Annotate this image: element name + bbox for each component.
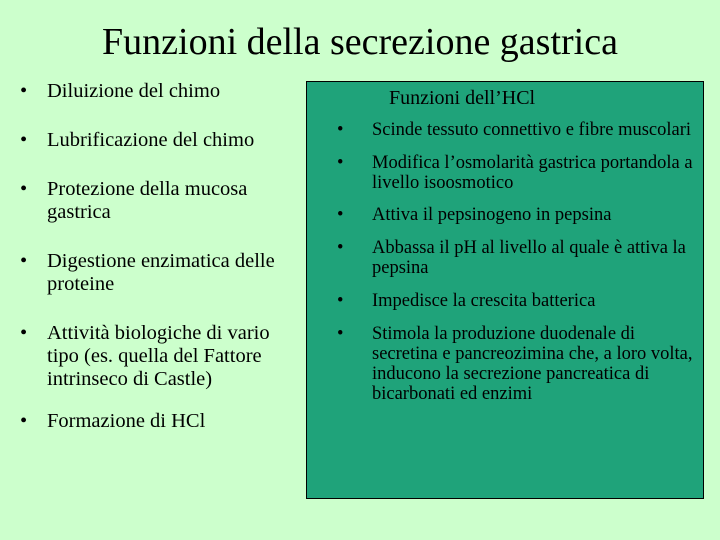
list-item (20, 322, 305, 391)
list-item-text: Impedisce la crescita batterica (372, 291, 596, 311)
bullet-icon: • (20, 410, 28, 432)
list-item (20, 410, 305, 433)
list-item (337, 238, 697, 278)
bullet-icon: • (20, 129, 28, 151)
bullet-icon: • (20, 250, 28, 272)
list-item (337, 205, 697, 225)
list-item-text: Formazione di HCl (47, 410, 206, 432)
list-item-text: Modifica l’osmolarità gastrica portandola a livello isoosmotico (372, 153, 693, 193)
list-item-text: Stimola la produzione duodenale di secretina e pancreozimina che, a loro volta, inducono la secrezione pancreatica di bicarbonati ed enzimi (372, 324, 693, 404)
bullet-icon: • (337, 291, 344, 311)
bullet-icon: • (337, 324, 344, 344)
list-item-text: Attiva il pepsinogeno in pepsina (372, 205, 612, 225)
list-item (20, 250, 305, 296)
list-item-text: Scinde tessuto connettivo e fibre muscolari (372, 120, 692, 140)
bullet-icon: • (337, 153, 344, 173)
list-item-text: Abbassa il pH al livello al quale è attiva la pepsina (372, 238, 686, 278)
list-item (20, 178, 305, 224)
bullet-icon: • (337, 120, 344, 140)
bullet-icon: • (20, 322, 28, 344)
list-item (20, 129, 305, 152)
hcl-functions-box (306, 81, 704, 499)
bullet-icon: • (20, 80, 28, 102)
list-item (337, 324, 697, 404)
list-item-text: Attività biologiche di vario tipo (es. quella del Fattore intrinseco di Castle) (47, 322, 270, 390)
list-item (337, 120, 697, 140)
list-item-text: Diluizione del chimo (47, 80, 221, 102)
bullet-icon: • (337, 205, 344, 225)
list-item (20, 80, 305, 103)
slide-title: Funzioni della secrezione gastrica (102, 21, 618, 63)
box-title: Funzioni dell’HCl (389, 87, 536, 109)
list-item-text: Digestione enzimatica delle proteine (47, 250, 275, 295)
list-item (337, 291, 697, 311)
list-item-text: Lubrificazione del chimo (47, 129, 255, 151)
list-item (337, 153, 697, 193)
list-item-text: Protezione della mucosa gastrica (47, 178, 248, 223)
bullet-icon: • (20, 178, 28, 200)
bullet-icon: • (337, 238, 344, 258)
functions-list (20, 80, 305, 433)
hcl-functions-list (337, 120, 697, 404)
